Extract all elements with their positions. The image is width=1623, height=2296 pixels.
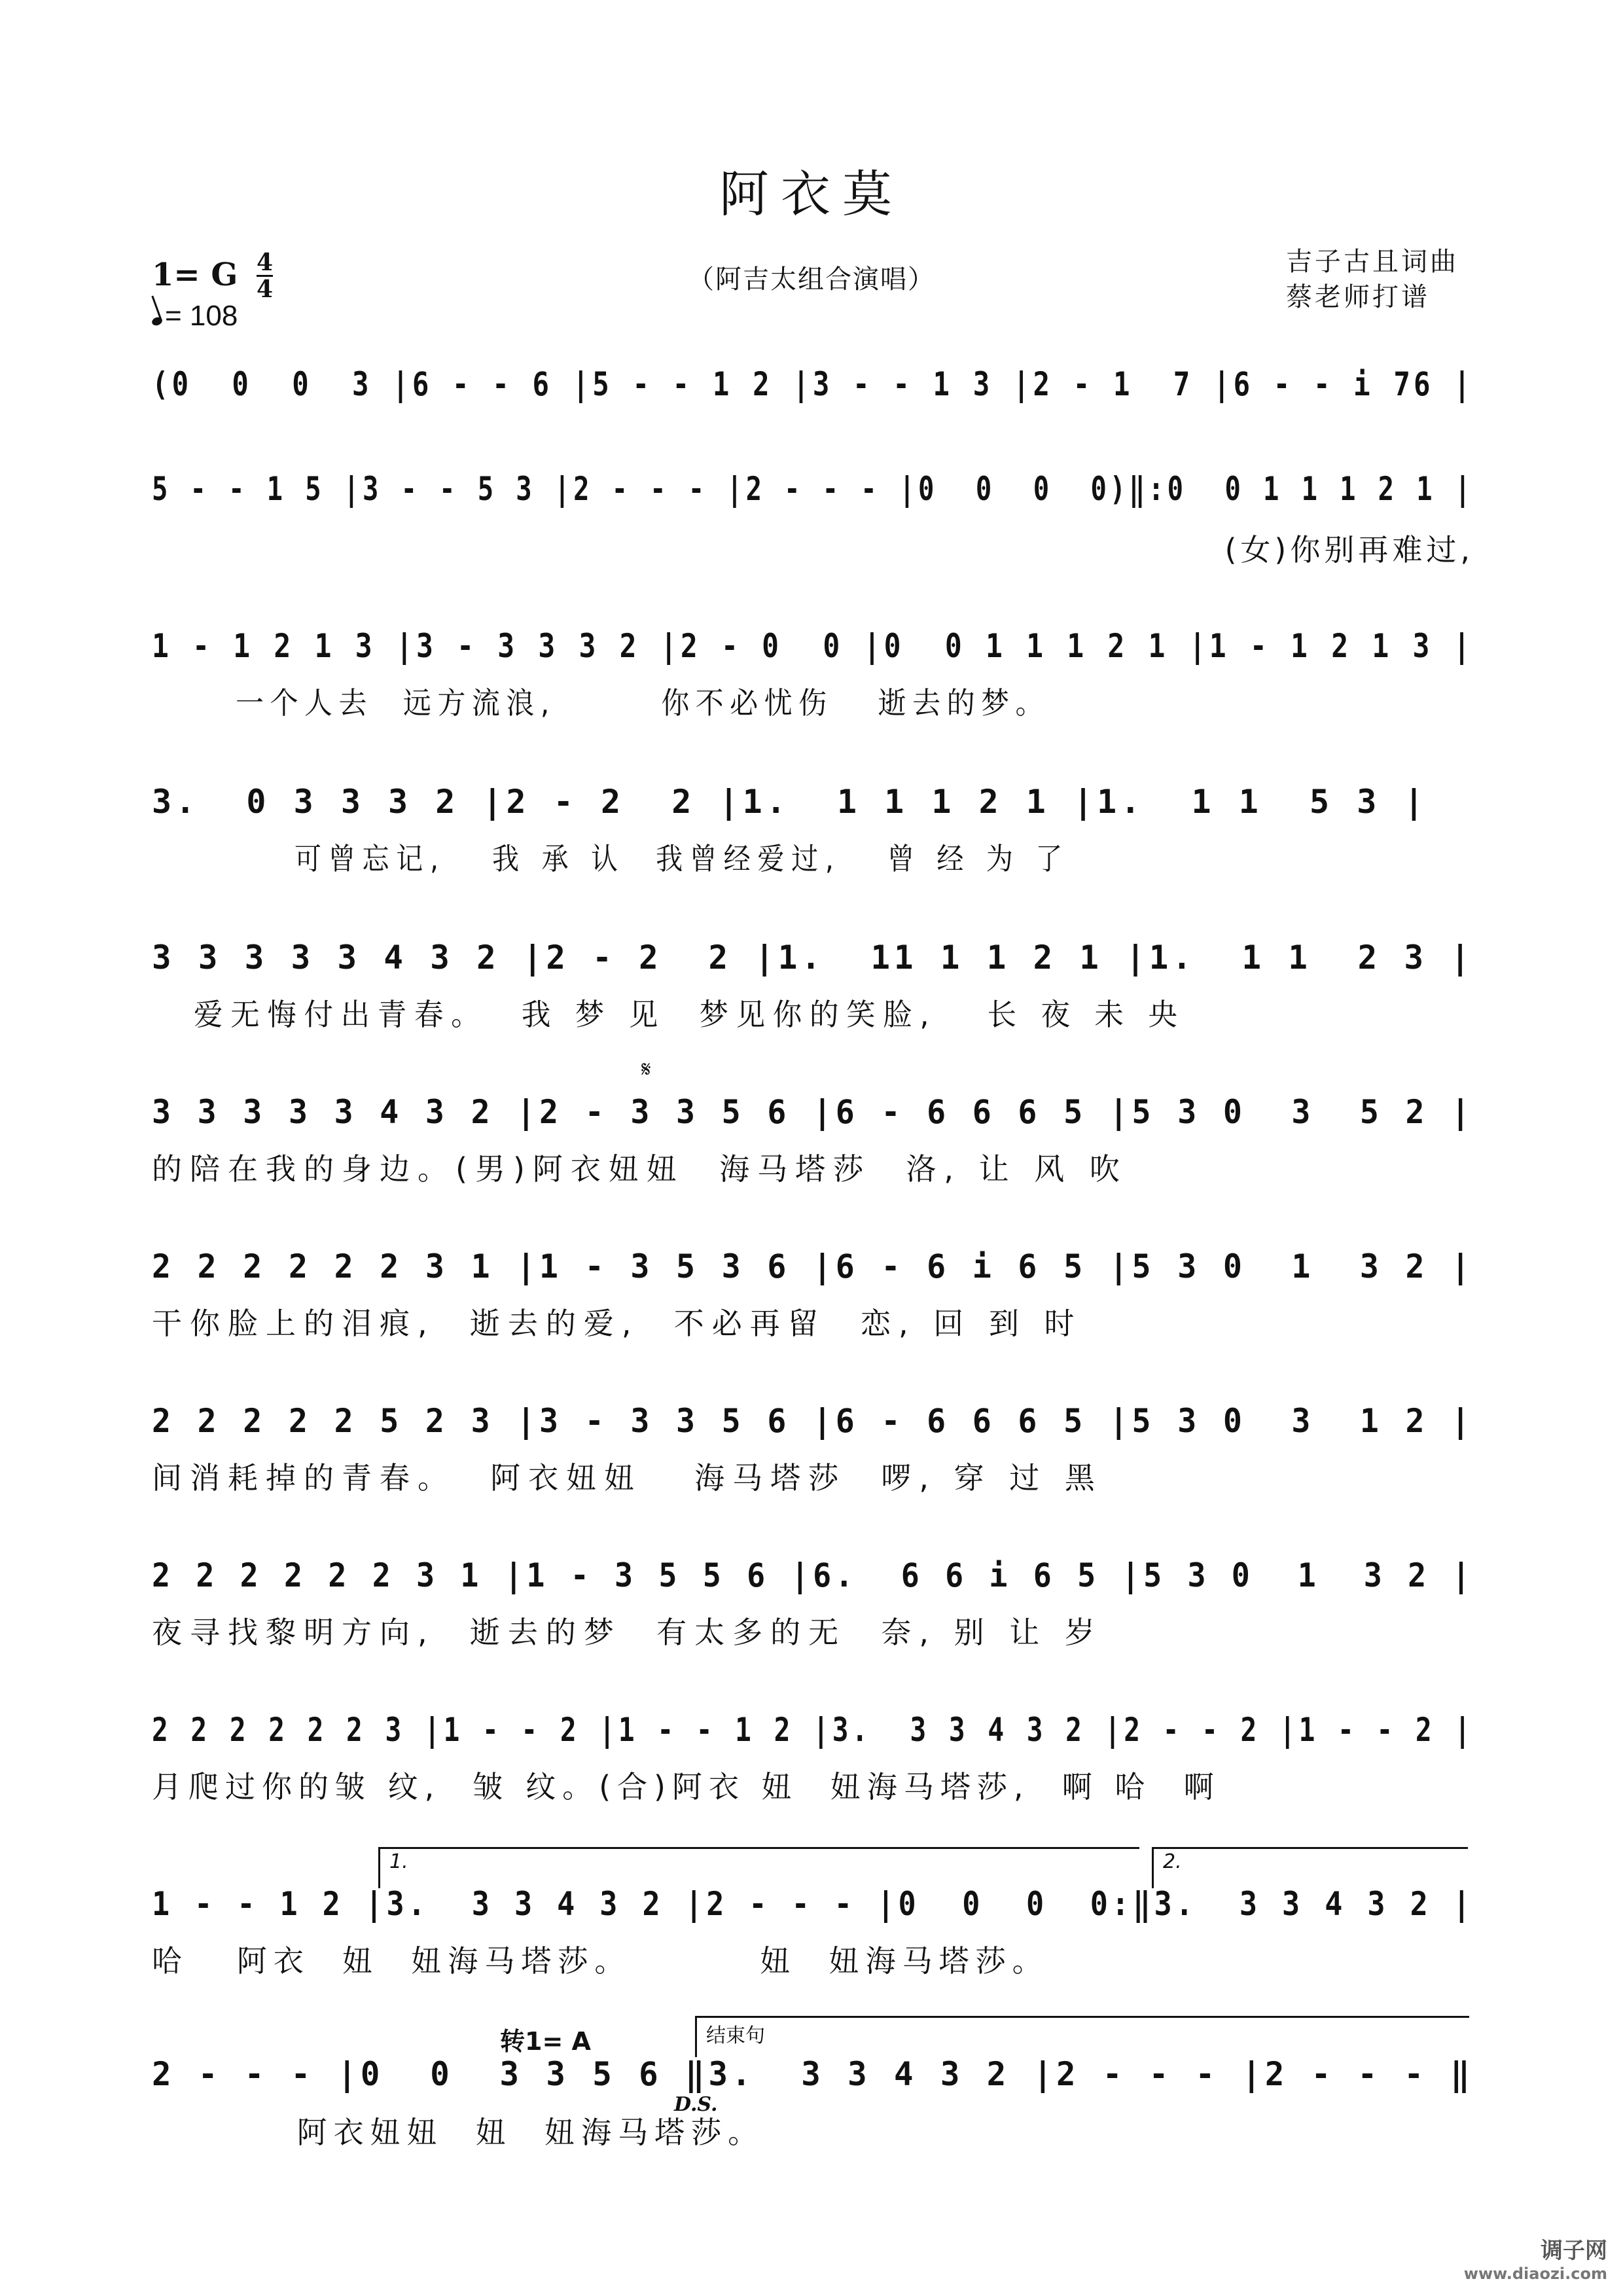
- score-system-9: [152, 1556, 1474, 1604]
- score-system-4: [152, 783, 1474, 830]
- modulation-mark: 转1= A: [500, 2027, 591, 2056]
- score-system-5: [152, 939, 1474, 986]
- lyrics-line: 间消耗掉的青春。 阿衣妞妞 海马塔莎 啰, 穿 过 黑: [152, 1460, 1103, 1496]
- time-sig-top: 4: [257, 249, 274, 276]
- score-system-11: [152, 1885, 1474, 1932]
- score-system-2: [152, 470, 1474, 517]
- ending-bracket: [695, 2016, 1469, 2057]
- lyrics-line: 干你脸上的泪痕, 逝去的爱, 不必再留 恋, 回 到 时: [152, 1306, 1082, 1341]
- volta-bracket-2: [1152, 1847, 1468, 1888]
- notation-line: 3 3 3 3 3 4 3 2 |2 - 3 3 5 6 |6 - 6 6 6 5 |5 3 0 3 5 2 |: [152, 1093, 1474, 1131]
- composer-credit: 吉子古且词曲: [1286, 247, 1459, 277]
- notation-line: 1 - 1 2 1 3 |3 - 3 3 3 2 |2 - 0 0 |0 0 1 1 1 2 1 |1 - 1 2 1 3 |: [152, 627, 1474, 665]
- score-system-12: [152, 2055, 1474, 2102]
- score-system-8: [152, 1402, 1474, 1449]
- notation-line: 3 3 3 3 3 4 3 2 |2 - 2 2 |1. 11 1 1 2 1 |1. 1 1 2 3 |: [152, 939, 1474, 977]
- tempo-value: = 108: [165, 300, 238, 332]
- lyrics-line: 月爬过你的皱 纹, 皱 纹。(合)阿衣 妞 妞海马塔莎, 啊 哈 啊: [152, 1769, 1221, 1804]
- volta-2-label: 2.: [1163, 1850, 1182, 1873]
- key-signature: 1= G: [152, 257, 238, 293]
- lyrics-line: 的陪在我的身边。(男)阿衣妞妞 海马塔莎 洛, 让 风 吹: [152, 1151, 1128, 1187]
- notation-line: 2 2 2 2 2 2 3 |1 - - 2 |1 - - 1 2 |3. 3 3 4 3 2 |2 - - 2 |1 - - 2 |: [152, 1711, 1474, 1749]
- ds-mark: D.S.: [674, 2093, 718, 2116]
- notation-line: 1 - - 1 2 |3. 3 3 4 3 2 |2 - - - |0 0 0 0:‖3. 3 3 4 3 2 |: [152, 1885, 1474, 1923]
- lyrics-line: 哈 阿衣 妞 妞海马塔莎。 妞 妞海马塔莎。: [152, 1943, 1049, 1979]
- score-system-6: [152, 1093, 1474, 1140]
- notation-line: 2 2 2 2 2 2 3 1 |1 - 3 5 5 6 |6. 6 6 i 6 5 |5 3 0 1 3 2 |: [152, 1556, 1474, 1594]
- volta-bracket-1: [378, 1847, 1139, 1888]
- score-system-10: [152, 1711, 1474, 1758]
- volta-1-label: 1.: [389, 1850, 408, 1873]
- score-system-7: [152, 1247, 1474, 1295]
- score-system-3: [152, 627, 1474, 674]
- lyrics-line: (女)你别再难过,: [1224, 532, 1474, 567]
- notation-line: 2 2 2 2 2 5 2 3 |3 - 3 3 5 6 |6 - 6 6 6 5 |5 3 0 3 1 2 |: [152, 1402, 1474, 1440]
- performer-subtitle: （阿吉太组合演唱）: [688, 264, 935, 295]
- lyrics-line: 爱无悔付出青春。 我 梦 见 梦见你的笑脸, 长 夜 未 央: [194, 997, 1185, 1032]
- lyrics-line: 可曾忘记, 我 承 认 我曾经爱过, 曾 经 为 了: [294, 841, 1070, 876]
- watermark-site-name: 调子网: [1541, 2238, 1607, 2264]
- quarter-note-icon: [151, 316, 163, 327]
- site-watermark: [1464, 2233, 1607, 2283]
- notation-line: 5 - - 1 5 |3 - - 5 3 |2 - - - |2 - - - |0 0 0 0)‖:0 0 1 1 1 2 1 |: [152, 470, 1474, 508]
- transcriber-credit: 蔡老师打谱: [1286, 282, 1430, 312]
- song-title: 阿衣莫: [719, 165, 904, 223]
- segno-mark: 𝄋: [641, 1056, 651, 1083]
- notation-line: 2 2 2 2 2 2 3 1 |1 - 3 5 3 6 |6 - 6 i 6 5 |5 3 0 1 3 2 |: [152, 1247, 1474, 1285]
- watermark-url: www.diaozi.com: [1463, 2265, 1607, 2283]
- notation-line: 2 - - - |0 0 3 3 5 6 ‖3. 3 3 4 3 2 |2 - - - |2 - - - ‖: [152, 2055, 1474, 2093]
- notation-line: 3. 0 3 3 3 2 |2 - 2 2 |1. 1 1 1 2 1 |1. 1 1 5 3 |: [152, 783, 1428, 821]
- score-system-1: [152, 365, 1474, 412]
- ending-label: 结束句: [706, 2024, 765, 2047]
- time-sig-bottom: 4: [257, 276, 274, 303]
- lyrics-line: 夜寻找黎明方向, 逝去的梦 有太多的无 奈, 别 让 岁: [152, 1615, 1103, 1650]
- notation-line: (0 0 0 3 |6 - - 6 |5 - - 1 2 |3 - - 1 3 |2 - 1 7 |6 - - i 76 |: [152, 365, 1474, 403]
- tempo-marking: [152, 300, 238, 332]
- lyrics-line: 阿衣妞妞 妞 妞海马塔莎。: [152, 2115, 765, 2150]
- lyrics-line: 一个人去 远方流浪, 你不必忧伤 逝去的梦。: [236, 685, 1050, 721]
